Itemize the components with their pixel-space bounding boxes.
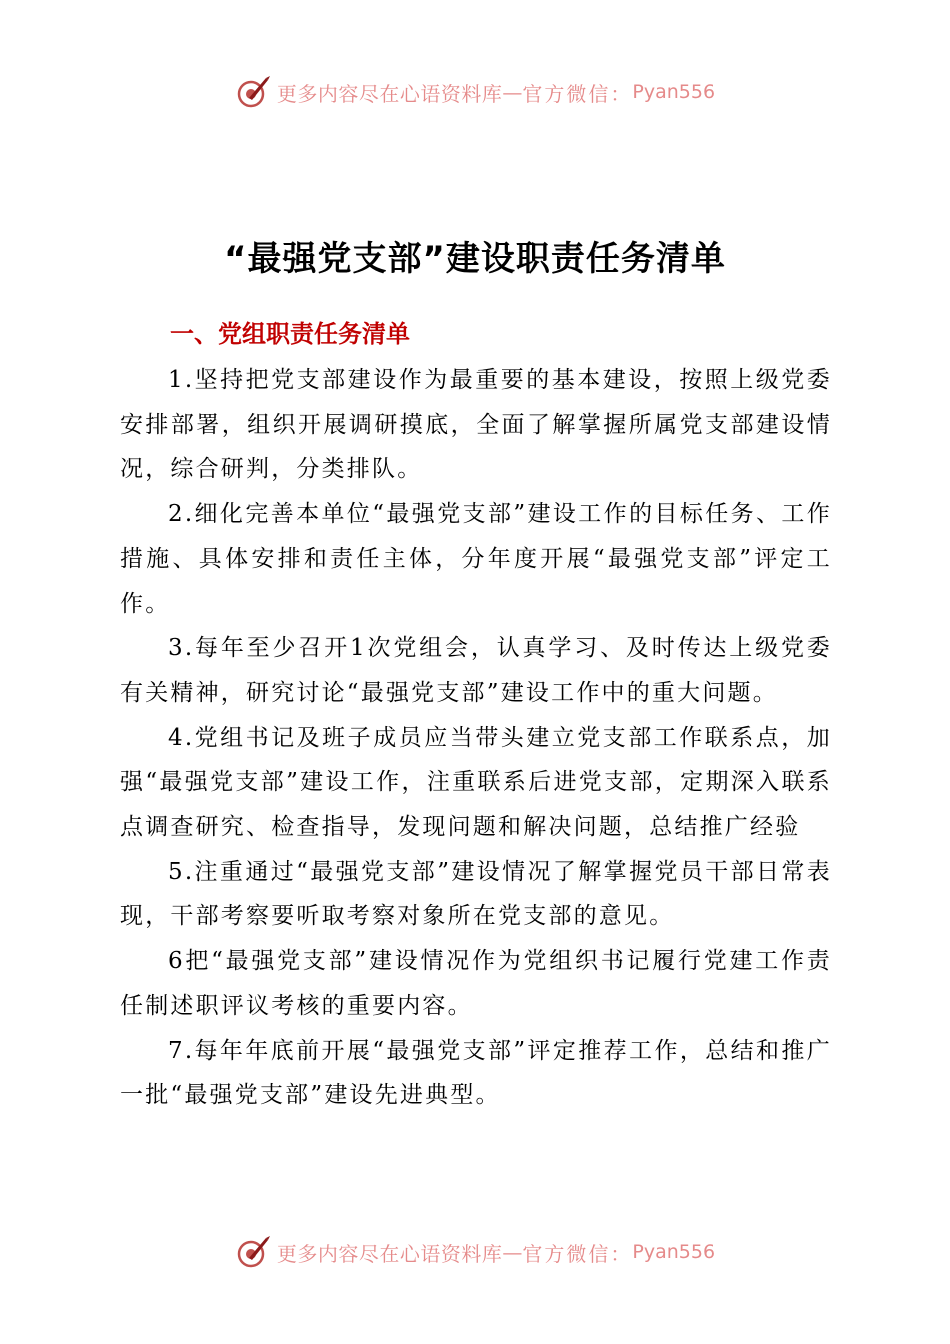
task-item-4: 4.党组书记及班子成员应当带头建立党支部工作联系点，加强“最强党支部”建设工作，注重联系后进党支部，定期深入联系点调查研究、检查指导，发现问题和解决问题，总结推广经验 xyxy=(120,724,832,841)
watermark-label: 官方微信： xyxy=(522,81,633,106)
task-item-3: 3.每年至少召开1次党组会，认真学习、及时传达上级党委有关精神，研究讨论“最强党支部”建设工作中的重大问题。 xyxy=(120,635,832,706)
watermark-dash: — xyxy=(502,1240,523,1264)
task-item-7: 7.每年年底前开展“最强党支部”评定推荐工作，总结和推广一批“最强党支部”建设先进典型。 xyxy=(120,1037,832,1109)
task-list xyxy=(120,358,832,1118)
watermark-label: 官方微信： xyxy=(522,1241,633,1266)
task-item-1: 1.坚持把党支部建设作为最重要的基本建设，按照上级党委安排部署，组织开展调研摸底，全面了解掌握所属党支部建设情况，综合研判，分类排队。 xyxy=(120,367,832,483)
quill-logo-icon xyxy=(235,1234,271,1270)
watermark-wechat-id: Pyan556 xyxy=(632,81,716,103)
quill-logo-icon xyxy=(235,74,271,110)
task-item-2: 2.细化完善本单位“最强党支部”建设工作的目标任务、工作措施、具体安排和责任主体，分年度开展“最强党支部”评定工作。 xyxy=(120,501,832,617)
section-heading: 一、党组职责任务清单 xyxy=(170,320,410,348)
document-title: “最强党支部”建设职责任务清单 xyxy=(224,239,726,279)
task-item-5: 5.注重通过“最强党支部”建设情况了解掌握党员干部日常表现，干部考察要听取考察对象所在党支部的意见。 xyxy=(120,858,832,930)
watermark-brand: 更多内容尽在心语资料库 xyxy=(276,81,503,106)
watermark-dash: — xyxy=(502,80,523,104)
watermark-brand: 更多内容尽在心语资料库 xyxy=(276,1241,503,1266)
footer-watermark xyxy=(0,1232,950,1272)
task-item-6: 6把“最强党支部”建设情况作为党组织书记履行党建工作责任制述职评议考核的重要内容。 xyxy=(120,948,832,1019)
watermark-wechat-id: Pyan556 xyxy=(632,1241,716,1263)
header-watermark xyxy=(0,72,950,112)
